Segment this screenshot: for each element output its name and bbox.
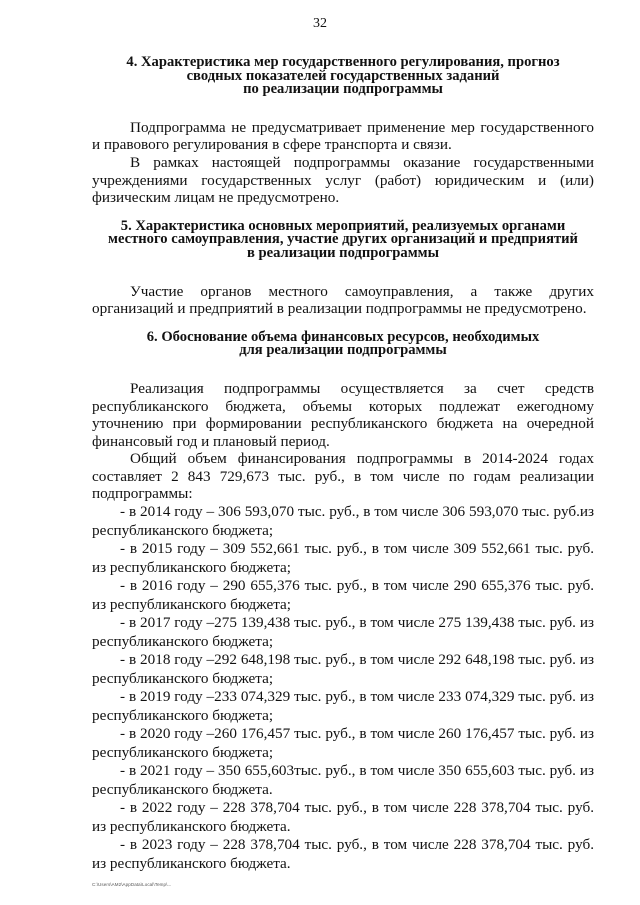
funding-year-item: - в 2021 году – 350 655,603тыс. руб., в том числе 350 655,603 тыс. руб. из республиканского бюджета.	[92, 762, 594, 798]
funding-year-item: - в 2023 году – 228 378,704 тыс. руб., в том числе 228 378,704 тыс. руб. из республиканского бюджета.	[92, 836, 594, 872]
heading-line: 5. Характеристика основных мероприятий, реализуемых органами	[120, 217, 566, 234]
funding-year-item: - в 2014 году – 306 593,070 тыс. руб., в том числе 306 593,070 тыс. руб.из республиканского бюджета;	[92, 503, 594, 539]
section-4-heading	[92, 56, 594, 97]
funding-year-item: - в 2018 году –292 648,198 тыс. руб., в том числе 292 648,198 тыс. руб. из республиканского бюджета;	[92, 651, 594, 687]
paragraph: Подпрограмма не предусматривает применение мер государственного и правового регулирования в сфере транспорта и связи.	[92, 118, 594, 154]
funding-year-item: - в 2015 году – 309 552,661 тыс. руб., в том числе 309 552,661 тыс. руб. из республиканского бюджета;	[92, 540, 594, 576]
heading-line: для реализации подпрограммы	[239, 342, 447, 359]
funding-year-item: - в 2016 году – 290 655,376 тыс. руб., в том числе 290 655,376 тыс. руб. из республиканского бюджета;	[92, 577, 594, 613]
paragraph: В рамках настоящей подпрограммы оказание государственными учреждениями государственных услуг (работ) юридическим и (или) физическим лицам не предусмотрено.	[92, 153, 594, 207]
heading-line: в реализации подпрограммы	[247, 244, 439, 261]
funding-year-item: - в 2019 году –233 074,329 тыс. руб., в том числе 233 074,329 тыс. руб. из республиканского бюджета;	[92, 688, 594, 724]
document-content	[92, 56, 594, 873]
heading-line: сводных показателей государственных заданий	[186, 67, 500, 84]
heading-line: по реализации подпрограммы	[243, 81, 443, 98]
section-6-heading	[92, 328, 594, 359]
paragraph: Реализация подпрограммы осуществляется за счет средств республиканского бюджета, объемы которых подлежат ежегодному уточнению при формировании республиканского бюджета на очередной финансовый год и плановый период.	[92, 379, 594, 450]
file-path-footer: С:\Users\AM2\AppData\Local\Temp\...	[92, 882, 172, 887]
heading-line: 6. Обоснование объема финансовых ресурсов, необходимых	[146, 328, 540, 345]
paragraph: Общий объем финансирования подпрограммы в 2014-2024 годах составляет 2 843 729,673 тыс. руб., в том числе по годам реализации подпрограммы:	[92, 450, 594, 503]
funding-year-item: - в 2017 году –275 139,438 тыс. руб., в том числе 275 139,438 тыс. руб. из республиканского бюджета;	[92, 614, 594, 650]
page-number: 32	[313, 16, 327, 31]
heading-line: местного самоуправления, участие других организаций и предприятий	[108, 231, 578, 248]
heading-line: 4. Характеристика мер государственного регулирования, прогноз	[126, 54, 560, 70]
paragraph: Участие органов местного самоуправления, а также других организаций и предприятий в реализации подпрограммы не предусмотрено.	[92, 282, 594, 318]
section-5-heading	[92, 217, 594, 261]
funding-year-item: - в 2020 году –260 176,457 тыс. руб., в том числе 260 176,457 тыс. руб. из республиканского бюджета;	[92, 725, 594, 761]
funding-year-item: - в 2022 году – 228 378,704 тыс. руб., в том числе 228 378,704 тыс. руб. из республиканского бюджета.	[92, 799, 594, 835]
